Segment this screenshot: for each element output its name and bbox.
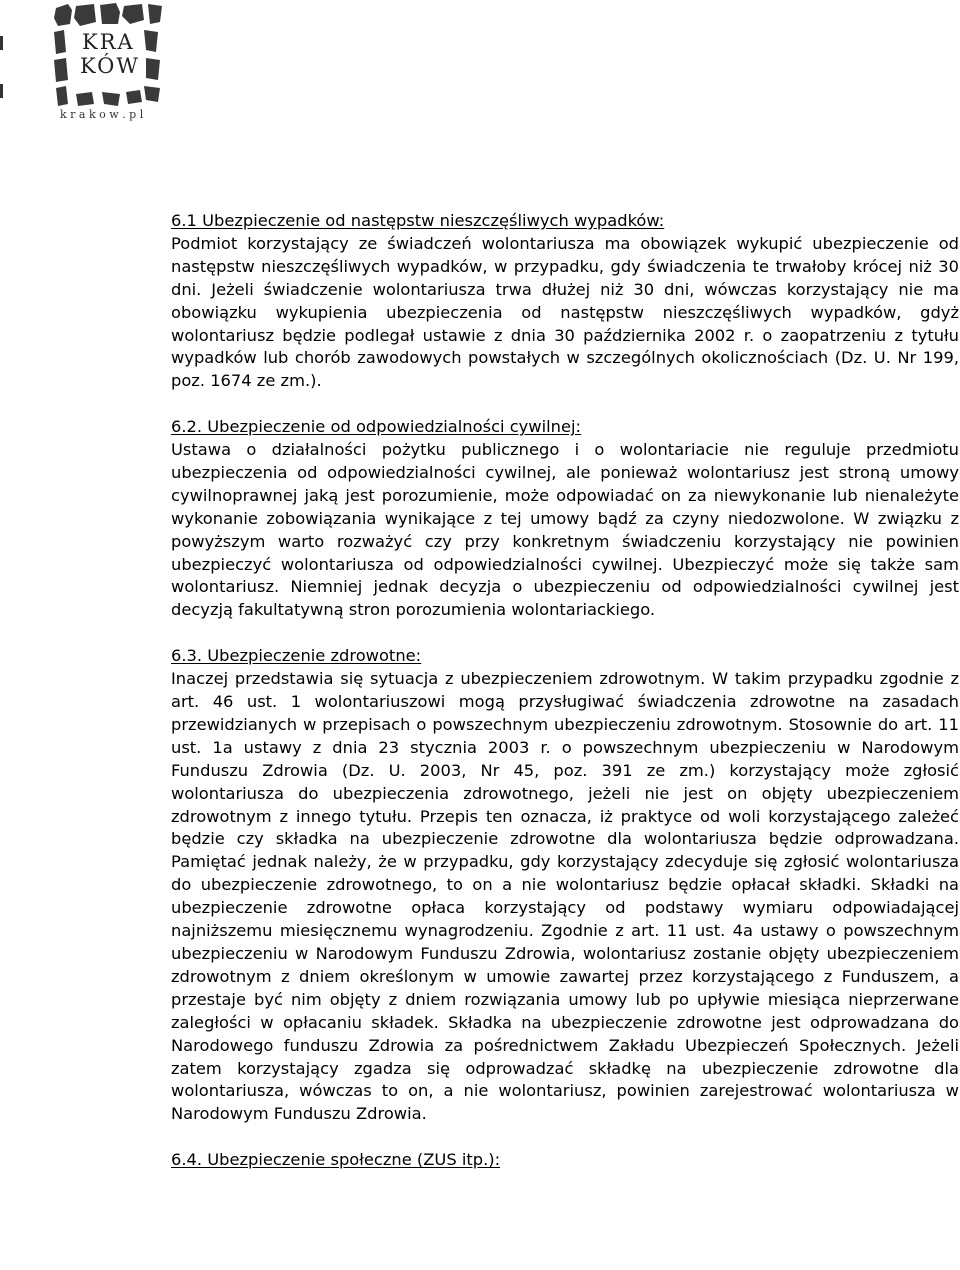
section-paragraph: Inaczej przedstawia się sytuacja z ubezpieczeniem zdrowotnym. W takim przypadku zgodnie z art. 46 ust. 1 wolontariuszowi mogą przysługiwać świadczenia zdrowotne na zasadach przewidzianych w przepisach o powszechnym ubezpieczeniu zdrowotnym. Stosownie do art. 11 ust. 1a ustawy z dnia 23 stycznia 2003 r. o powszechnym ubezpieczeniu w Narodowym Funduszu Zdrowia (Dz. U. 2003, Nr 45, poz. 391 ze zm.) korzystający może zgłosić wolontariusza do ubezpieczenia zdrowotnego, jeżeli nie jest on objęty ubezpieczeniem zdrowotnym z innego tytułu. Przepis ten oznacza, iż praktyce od woli korzystającego zależeć będzie czy składka na ubezpieczenie zdrowotne dla wolontariusza będzie odprowadzana. Pamiętać jednak należy, że w przypadku, gdy korzystający zdecyduje się zgłosić wolontariusza do ubezpieczenie zdrowotnego, to on a nie wolontariusz będzie opłacał składki. Składki na ubezpieczenie zdrowotne opłaca korzystający od podstawy wymiaru odpowiadającej najniższemu miesięcznemu wynagrodzeniu. Zgodnie z art. 11 ust. 4a ustawy o powszechnym ubezpieczeniu w Narodowym Funduszu Zdrowia, wolontariusz zostanie objęty ubezpieczeniem zdrowotnym z dniem określonym w umowie zawartej przez korzystającego z Funduszem, a przestaje być nim objęty z dniem rozwiązania umowy lub po upływie miesiąca nieprzerwane zaległości w opłacaniu składek. Składka na ubezpieczenie zdrowotne jest odprowadzana do Narodowego funduszu Zdrowia za pośrednictwem Zakładu Ubezpieczeń Społecznych. Jeżeli zatem korzystający zgadza się odprowadzać składkę na ubezpieczenie zdrowotne dla wolontariusza, wówczas to on, a nie wolontariusz, powinien zarejestrować wolontariusza w Narodowym Funduszu Zdrowia.	[171, 669, 959, 1124]
section-6-2	[171, 416, 959, 622]
page-edge-mark-top	[0, 36, 3, 50]
page-edge-mark-bottom	[0, 84, 3, 98]
section-heading: 6.4. Ubezpieczenie społeczne (ZUS itp.):	[171, 1150, 501, 1170]
section-heading: 6.3. Ubezpieczenie zdrowotne:	[171, 646, 422, 666]
section-heading: 6.2. Ubezpieczenie od odpowiedzialności cywilnej:	[171, 417, 582, 437]
section-paragraph: Ustawa o działalności pożytku publicznego i o wolontariacie nie reguluje przedmiotu ubezpieczenia od odpowiedzialności cywilnej, ale ponieważ wolontariusz jest stroną umowy cywilnoprawnej jaką jest porozumienie, może odpowiadać on za niewykonanie lub nienależyte wykonanie zobowiązania wynikające z tej umowy bądź za czyny niedozwolone. W związku z powyższym warto rozważyć czy przy konkretnym świadczeniu korzystający nie powinien ubezpieczyć wolontariusza od odpowiedzialności cywilnej. Ubezpieczyć może się także sam wolontariusz. Niemniej jednak decyzja o ubezpieczeniu od odpowiedzialności cywilnej jest decyzją fakultatywną stron porozumienia wolontariackiego.	[171, 440, 959, 620]
section-6-4	[171, 1149, 959, 1172]
section-6-3	[171, 645, 959, 1126]
logo-site-text: k r a k o w . p l	[60, 108, 144, 121]
logo-text-line1: KRA	[82, 30, 135, 54]
logo-text-line2: KÓW	[80, 54, 140, 78]
section-6-1	[171, 210, 959, 393]
krakow-logo	[50, 0, 166, 124]
section-heading: 6.1 Ubezpieczenie od następstw nieszczęśliwych wypadków:	[171, 211, 665, 230]
section-paragraph: Podmiot korzystający ze świadczeń wolontariusza ma obowiązek wykupić ubezpieczenie od następstw nieszczęśliwych wypadków, w przypadku, gdy świadczenia te trwałoby krócej niż 30 dni. Jeżeli świadczenie wolontariusza trwa dłużej niż 30 dni, wówczas korzystający nie ma obowiązku wykupienia ubezpieczenia od następstw nieszczęśliwych wypadków, gdyż wolontariusz będzie podlegał ustawie z dnia 30 października 2002 r. o zaopatrzeniu z tytułu wypadków lub chorób zawodowych powstałych w szczególnych okolicznościach (Dz. U. Nr 199, poz. 1674 ze zm.).	[171, 233, 959, 391]
document-body	[171, 210, 959, 1195]
